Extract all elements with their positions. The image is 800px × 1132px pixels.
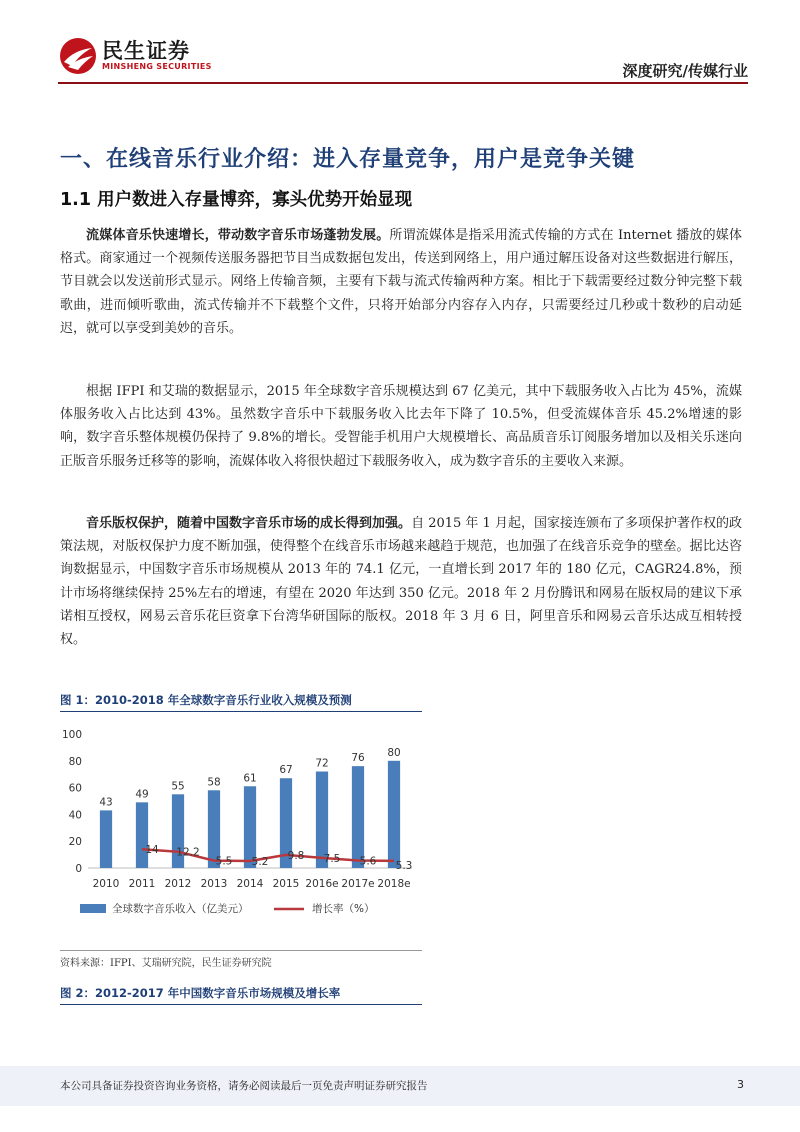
bar-revenue: [352, 766, 364, 868]
bar-value-label: 80: [387, 746, 401, 759]
bar-value-label: 55: [171, 780, 185, 793]
paragraph-lead: 流媒体音乐快速增长，带动数字音乐市场蓬勃发展。: [86, 228, 390, 243]
brand-name-en: MINSHENG SECURITIES: [102, 62, 212, 71]
paragraph-body: 根据 IFPI 和艾瑞的数据显示，2015 年全球数字音乐规模达到 67 亿美元，其中下载服务收入占比为 45%，流媒体服务收入占比达到 43%。虽然数字音乐中下载服务收入比去年下降了 10.5%，但受流媒体音乐 45.2%增速的影响，数字音乐整体规模仍保持了 9.8%的增长。受智能手机用户大规模增长、高品质音乐订阅服务增加以及相关乐迷向正版音乐服务迁移等的影响，流媒体收入将很快超过下载服务收入，成为数字音乐的主要收入来源。: [60, 384, 742, 469]
x-tick-label: 2016e: [305, 878, 339, 890]
x-tick-label: 2010: [92, 878, 120, 890]
x-tick-label: 2013: [200, 878, 228, 890]
report-type: 深度研究/传媒行业: [622, 62, 748, 80]
bar-revenue: [136, 802, 148, 868]
growth-value-label: 5.2: [251, 856, 269, 869]
bar-value-label: 61: [243, 772, 257, 785]
legend-line-label: 增长率（%）: [312, 903, 375, 915]
growth-value-label: 14: [145, 844, 159, 857]
x-tick-label: 2018e: [377, 878, 411, 890]
bar-value-label: 76: [351, 752, 365, 765]
paragraph-body: 所谓流媒体是指采用流式传输的方式在 Internet 播放的媒体格式。商家通过一个视频传送服务器把节目当成数据包发出，传送到网络上，用户通过解压设备对这些数据进行解压，节目就会以发送前形式显示。网络上传输音频，主要有下载与流式传输两种方案。相比于下载需要经过数分钟完整下载歌曲，进而倾听歌曲，流式传输并不下载整个文件，只将开始部分内容存入内存，只需要经过几秒或十数秒的启动延迟，就可以享受到美妙的音乐。: [60, 228, 742, 336]
page-number: 3: [737, 1078, 744, 1091]
bar-revenue: [388, 761, 400, 868]
paragraph-copyright: [60, 512, 742, 651]
page-footer: [0, 1066, 800, 1106]
figure-2-title: 图 2：2012-2017 年中国数字音乐市场规模及增长率: [60, 985, 422, 1005]
growth-value-label: 7.5: [323, 852, 341, 865]
x-tick-label: 2014: [236, 878, 264, 890]
section-subheading: 1.1 用户数进入存量博弈，寡头优势开始显现: [60, 190, 413, 210]
y-tick-label: 40: [68, 809, 82, 822]
growth-value-label: 9.8: [287, 849, 305, 862]
brand-name: [102, 40, 212, 72]
page-header: [0, 0, 800, 90]
bar-value-label: 67: [279, 764, 293, 777]
logo-emblem-icon: [58, 36, 98, 76]
section-heading: 一、在线音乐行业介绍：进入存量竞争，用户是竞争关键: [60, 147, 636, 172]
global-digital-music-chart: [60, 716, 422, 941]
growth-value-label: 5.5: [215, 855, 233, 868]
bar-value-label: 49: [135, 788, 149, 801]
header-divider: [58, 82, 748, 84]
footer-disclaimer: 本公司具备证券投资咨询业务资格，请务必阅读最后一页免责声明证券研究报告: [60, 1080, 428, 1092]
bar-value-label: 72: [315, 757, 329, 770]
bar-value-label: 58: [207, 776, 221, 789]
legend-bar-label: 全球数字音乐收入（亿美元）: [112, 903, 249, 915]
bar-revenue: [100, 810, 112, 868]
x-tick-label: 2015: [272, 878, 300, 890]
paragraph-body: 自 2015 年 1 月起，国家接连颁布了多项保护著作权的政策法规，对版权保护力度不断加强，使得整个在线音乐市场越来越趋于规范，也加强了在线音乐竞争的壁垒。据比达咨询数据显示，中国数字音乐市场规模从 2013 年的 74.1 亿元，一直增长到 2017 年的 180 亿元，CAGR24.8%，预计市场将继续保持 25%左右的增速，有望在 2020 年达到 350 亿元。2018 年 2 月份腾讯和网易在版权局的建议下承诺相互授权，网易云音乐花巨资拿下台湾华研国际的版权。2018 年 3 月 6 日，阿里音乐和网易云音乐达成互相转授权。: [60, 516, 742, 648]
growth-value-label: 12.2: [176, 846, 200, 859]
x-tick-label: 2017e: [341, 878, 375, 890]
y-tick-label: 0: [75, 863, 82, 875]
brand-name-cn: 民生证券: [102, 39, 190, 63]
y-tick-label: 80: [68, 755, 82, 768]
brand-logo: [58, 36, 212, 76]
paragraph-streaming: [60, 224, 742, 340]
figure-1-source: 资料来源：IFPI、艾瑞研究院，民生证券研究院: [60, 950, 422, 969]
y-tick-label: 60: [68, 782, 82, 795]
bar-value-label: 43: [99, 796, 113, 809]
paragraph-market-data: [60, 380, 742, 473]
x-tick-label: 2012: [164, 878, 192, 890]
x-tick-label: 2011: [128, 878, 156, 890]
legend-bar-swatch: [80, 904, 106, 913]
y-tick-label: 100: [61, 729, 82, 741]
figure-1-title: 图 1：2010-2018 年全球数字音乐行业收入规模及预测: [60, 692, 422, 712]
growth-value-label: 5.3: [395, 859, 413, 872]
y-tick-label: 20: [68, 836, 82, 849]
paragraph-lead: 音乐版权保护，随着中国数字音乐市场的成长得到加强。: [86, 516, 412, 531]
growth-value-label: 5.6: [359, 855, 377, 868]
